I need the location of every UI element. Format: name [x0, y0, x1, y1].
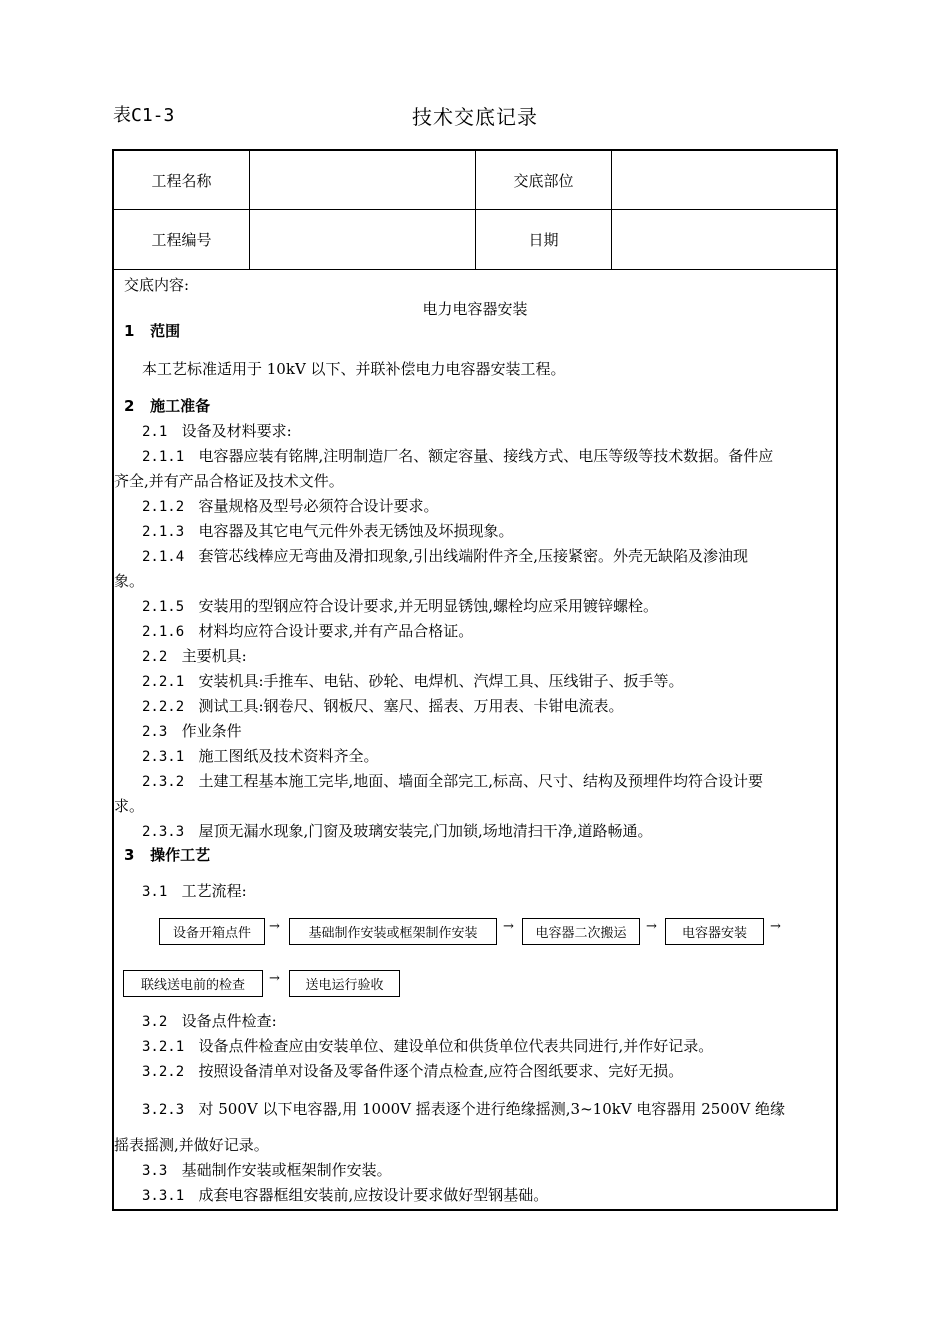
- clause-number: 3.2.2: [142, 1064, 185, 1080]
- clause-number: 2.1.5: [142, 599, 185, 615]
- flow-step-3: 电容器二次搬运: [522, 918, 640, 945]
- section-title: 施工准备: [150, 397, 211, 415]
- clause-continuation: 象。: [114, 572, 145, 590]
- clause-number: 2.1.4: [142, 549, 185, 565]
- clause-text: 材料均应符合设计要求,并有产品合格证。: [198, 622, 474, 640]
- section-number: 2: [124, 397, 135, 415]
- project-no-label: 工程编号: [151, 231, 212, 249]
- clause-text: 施工图纸及技术资料齐全。: [198, 747, 379, 765]
- record-table: [112, 149, 838, 1211]
- arrow-icon: →: [646, 919, 657, 934]
- clause-text: 工艺流程:: [181, 882, 247, 900]
- content-title: 电力电容器安装: [422, 300, 528, 318]
- clause-number: 2.3.3: [142, 824, 185, 840]
- clause-3-3-1: [142, 1183, 548, 1209]
- clause-number: 2.1: [142, 424, 168, 440]
- clause-number: 3.2.3: [142, 1102, 185, 1118]
- clause-3-2-1: [142, 1034, 713, 1060]
- clause-continuation: 齐全,并有产品合格证及技术文件。: [114, 472, 344, 490]
- clause-text: 电容器及其它电气元件外表无锈蚀及坏损现象。: [198, 522, 514, 540]
- clause-number: 3.3: [142, 1163, 168, 1179]
- date-label: 日期: [528, 231, 559, 249]
- clause-text: 安装机具:手推车、电钻、砂轮、电焊机、汽焊工具、压线钳子、扳手等。: [198, 672, 684, 690]
- content-label: 交底内容:: [124, 276, 190, 294]
- clause-3-3: [142, 1158, 392, 1184]
- clause-text: 土建工程基本施工完毕,地面、墙面全部完工,标高、尺寸、结构及预埋件均符合设计要: [198, 772, 764, 790]
- clause-number: 3.2: [142, 1014, 168, 1030]
- section-number: 1: [124, 322, 135, 340]
- clause-text: 对 500V 以下电容器,用 1000V 摇表逐个进行绝缘摇测,3~10kV 电容器用 2500V 绝缘: [198, 1100, 785, 1118]
- arrow-icon: →: [503, 919, 514, 934]
- flow-step-1: 设备开箱点件: [159, 918, 265, 945]
- clause-number: 2.2.1: [142, 674, 185, 690]
- paragraph: 本工艺标准适用于 10kV 以下、并联补偿电力电容器安装工程。: [142, 360, 566, 378]
- clause-text: 屋顶无漏水现象,门窗及玻璃安装完,门加锁,场地清扫干净,道路畅通。: [198, 822, 653, 840]
- clause-number: 2.3.2: [142, 774, 185, 790]
- section-title: 范围: [150, 322, 181, 340]
- clause-text: 基础制作安装或框架制作安装。: [181, 1161, 392, 1179]
- clause-3-2-3: [142, 1097, 785, 1123]
- flow-step-5: 联线送电前的检查: [123, 970, 263, 997]
- location-label: 交底部位: [513, 171, 574, 190]
- clause-number: 2.1.2: [142, 499, 185, 515]
- form-code: 表C1-3: [113, 105, 175, 126]
- clause-number: 3.2.1: [142, 1039, 185, 1055]
- clause-number: 2.1.3: [142, 524, 185, 540]
- project-name-label: 工程名称: [151, 171, 212, 190]
- clause-number: 3.3.1: [142, 1188, 185, 1204]
- clause-text: 安装用的型钢应符合设计要求,并无明显锈蚀,螺栓均应采用镀锌螺栓。: [198, 597, 659, 615]
- clause-text: 设备点件检查应由安装单位、建设单位和供货单位代表共同进行,并作好记录。: [198, 1037, 714, 1055]
- clause-text: 作业条件: [181, 722, 242, 740]
- clause-text: 套管芯线棒应无弯曲及滑扣现象,引出线端附件齐全,压接紧密。外壳无缺陷及渗油现: [198, 547, 749, 565]
- content-body-lower: [114, 151, 836, 1209]
- arrow-icon: →: [269, 971, 280, 986]
- section-title: 操作工艺: [150, 846, 211, 864]
- clause-text: 电容器应装有铭牌,注明制造厂名、额定容量、接线方式、电压等级等技术数据。备件应: [198, 447, 774, 465]
- clause-continuation: 摇表摇测,并做好记录。: [114, 1136, 269, 1154]
- clause-number: 2.2.2: [142, 699, 185, 715]
- clause-text: 主要机具:: [181, 647, 247, 665]
- clause-number: 3.1: [142, 884, 168, 900]
- clause-number: 2.3: [142, 724, 168, 740]
- flow-step-6: 送电运行验收: [289, 970, 400, 997]
- clause-number: 2.1.1: [142, 449, 185, 465]
- clause-3-2-2: [142, 1059, 683, 1085]
- arrow-icon: →: [770, 919, 781, 934]
- arrow-icon: →: [269, 919, 280, 934]
- flow-step-2: 基础制作安装或框架制作安装: [289, 918, 497, 945]
- section-number: 3: [124, 846, 135, 864]
- clause-text: 设备及材料要求:: [181, 422, 292, 440]
- clause-text: 容量规格及型号必须符合设计要求。: [198, 497, 439, 515]
- clause-text: 按照设备清单对设备及零备件逐个清点检查,应符合图纸要求、完好无损。: [198, 1062, 684, 1080]
- form-title: 技术交底记录: [412, 105, 538, 129]
- clause-number: 2.2: [142, 649, 168, 665]
- clause-3-2: [142, 1009, 277, 1035]
- clause-text: 成套电容器框组安装前,应按设计要求做好型钢基础。: [198, 1186, 549, 1204]
- clause-continuation: 求。: [114, 797, 145, 815]
- clause-text: 设备点件检查:: [181, 1012, 277, 1030]
- clause-number: 2.3.1: [142, 749, 185, 765]
- clause-text: 测试工具:钢卷尺、钢板尺、塞尺、摇表、万用表、卡钳电流表。: [198, 697, 624, 715]
- flow-step-4: 电容器安装: [665, 918, 764, 945]
- clause-number: 2.1.6: [142, 624, 185, 640]
